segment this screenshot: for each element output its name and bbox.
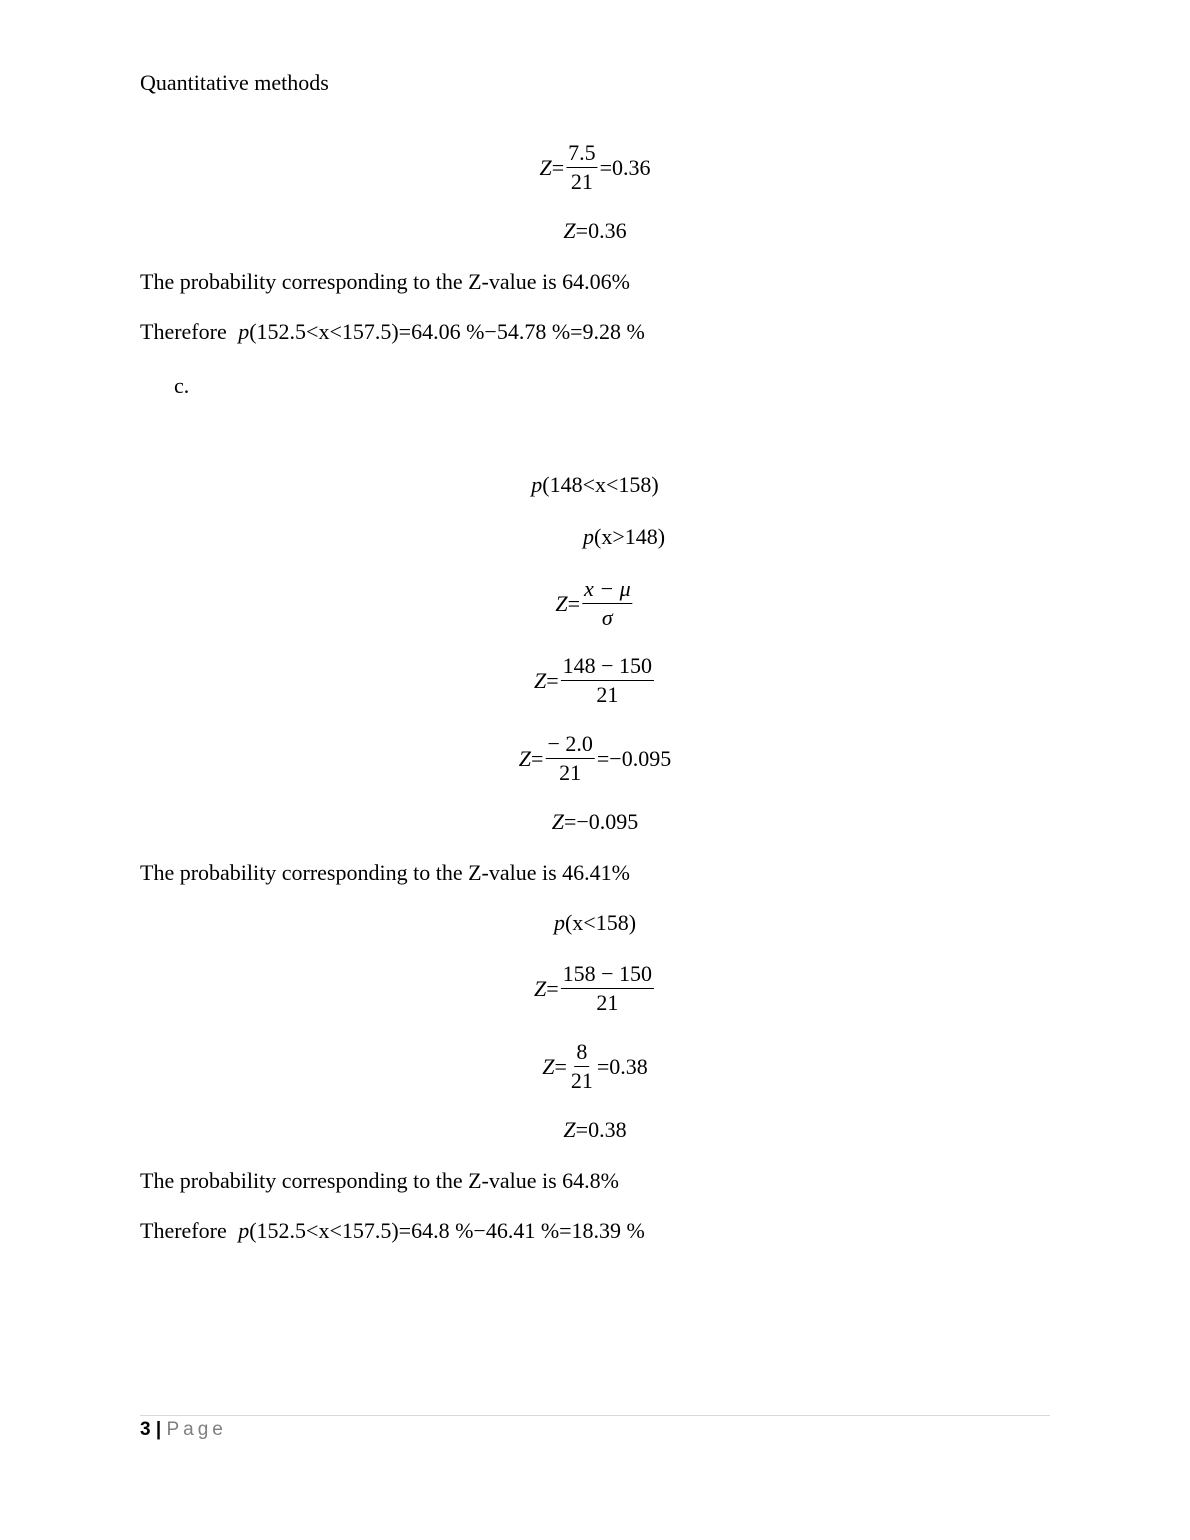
substitution-numerator-2: 158 − 150 (561, 963, 654, 989)
fraction-denominator: 21 (570, 169, 593, 194)
therefore-expression-2: (152.5<x<157.5)=64.8 %−46.41 %=18.39 % (249, 1218, 645, 1243)
z-final-2: 0.38 (588, 1117, 627, 1142)
substitution-denominator-2: 21 (596, 990, 619, 1015)
greater-expression: (x>148) (594, 524, 666, 549)
page-footer (140, 1419, 227, 1441)
z-equation-fraction: Z = $\frac{7.5}{21}$ = 0.36 (539, 140, 651, 194)
calculation-numerator-2: 8 (574, 1041, 589, 1067)
formula-numerator: x − μ (582, 578, 633, 604)
substitution-denominator: 21 (596, 682, 619, 707)
z-calculation: Z = $\frac{- 2.0}{21}$ = −0.095 (518, 731, 672, 785)
therefore-statement: Therefore p(152.5<x<157.5)=64.06 %−54.78 %=9.28 % (140, 319, 645, 344)
therefore-expression: (152.5<x<157.5)=64.06 %−54.78 %=9.28 % (249, 319, 645, 344)
z-result: 0.36 (612, 154, 651, 180)
calculation-denominator: 21 (559, 760, 582, 785)
range-expression: (148<x<158) (542, 472, 659, 497)
probability-less-expression: p (x<158) (553, 910, 637, 935)
therefore-word: Therefore (140, 319, 227, 344)
therefore-word-2: Therefore (140, 1218, 227, 1243)
z-final: −0.095 (576, 809, 639, 834)
z-value-result: Z = 0.36 (563, 218, 627, 243)
probability-statement: The probability corresponding to the Z-value is 64.06% (140, 269, 630, 294)
substitution-numerator: 148 − 150 (561, 655, 654, 681)
probability-statement-2: The probability corresponding to the Z-value is 64.8% (140, 1168, 619, 1193)
z-calculation-2: Z = $\frac{8}{21}$ = 0.38 (542, 1039, 648, 1093)
calculation-denominator-2: 21 (570, 1068, 593, 1093)
footer-separator: | (155, 1419, 162, 1440)
fraction-numerator: 7.5 (566, 142, 598, 168)
footer-divider (140, 1415, 1050, 1416)
z-substitution-2: Z = $\frac{158 - 150}{21}$ (533, 961, 653, 1015)
less-expression: (x<158) (564, 910, 637, 935)
z-final-value: Z = −0.095 (551, 809, 639, 834)
probability-greater-expression: p (x>148) (583, 524, 666, 549)
z-final-value-2: Z = 0.38 (563, 1117, 627, 1142)
page-label: Page (166, 1419, 227, 1440)
therefore-statement-2: Therefore p(152.5<x<157.5)=64.8 %−46.41 %=18.39 % (140, 1218, 645, 1243)
calculation-result: −0.095 (609, 745, 672, 771)
section-label-c: c. (174, 373, 190, 398)
probability-range-expression: p (148<x<158) (531, 472, 659, 497)
calculation-numerator: − 2.0 (545, 733, 594, 759)
page-number: 3 (140, 1419, 151, 1440)
z-value: 0.36 (588, 218, 627, 243)
page-header-title: Quantitative methods (140, 70, 329, 95)
calculation-result-2: 0.38 (609, 1053, 648, 1079)
formula-denominator: σ (601, 605, 613, 630)
z-formula: Z = $\frac{x - \mu}{\sigma}$ (555, 576, 631, 630)
probability-statement-1: The probability corresponding to the Z-value is 46.41% (140, 860, 630, 885)
z-substitution: Z = $\frac{148 - 150}{21}$ (533, 653, 653, 707)
